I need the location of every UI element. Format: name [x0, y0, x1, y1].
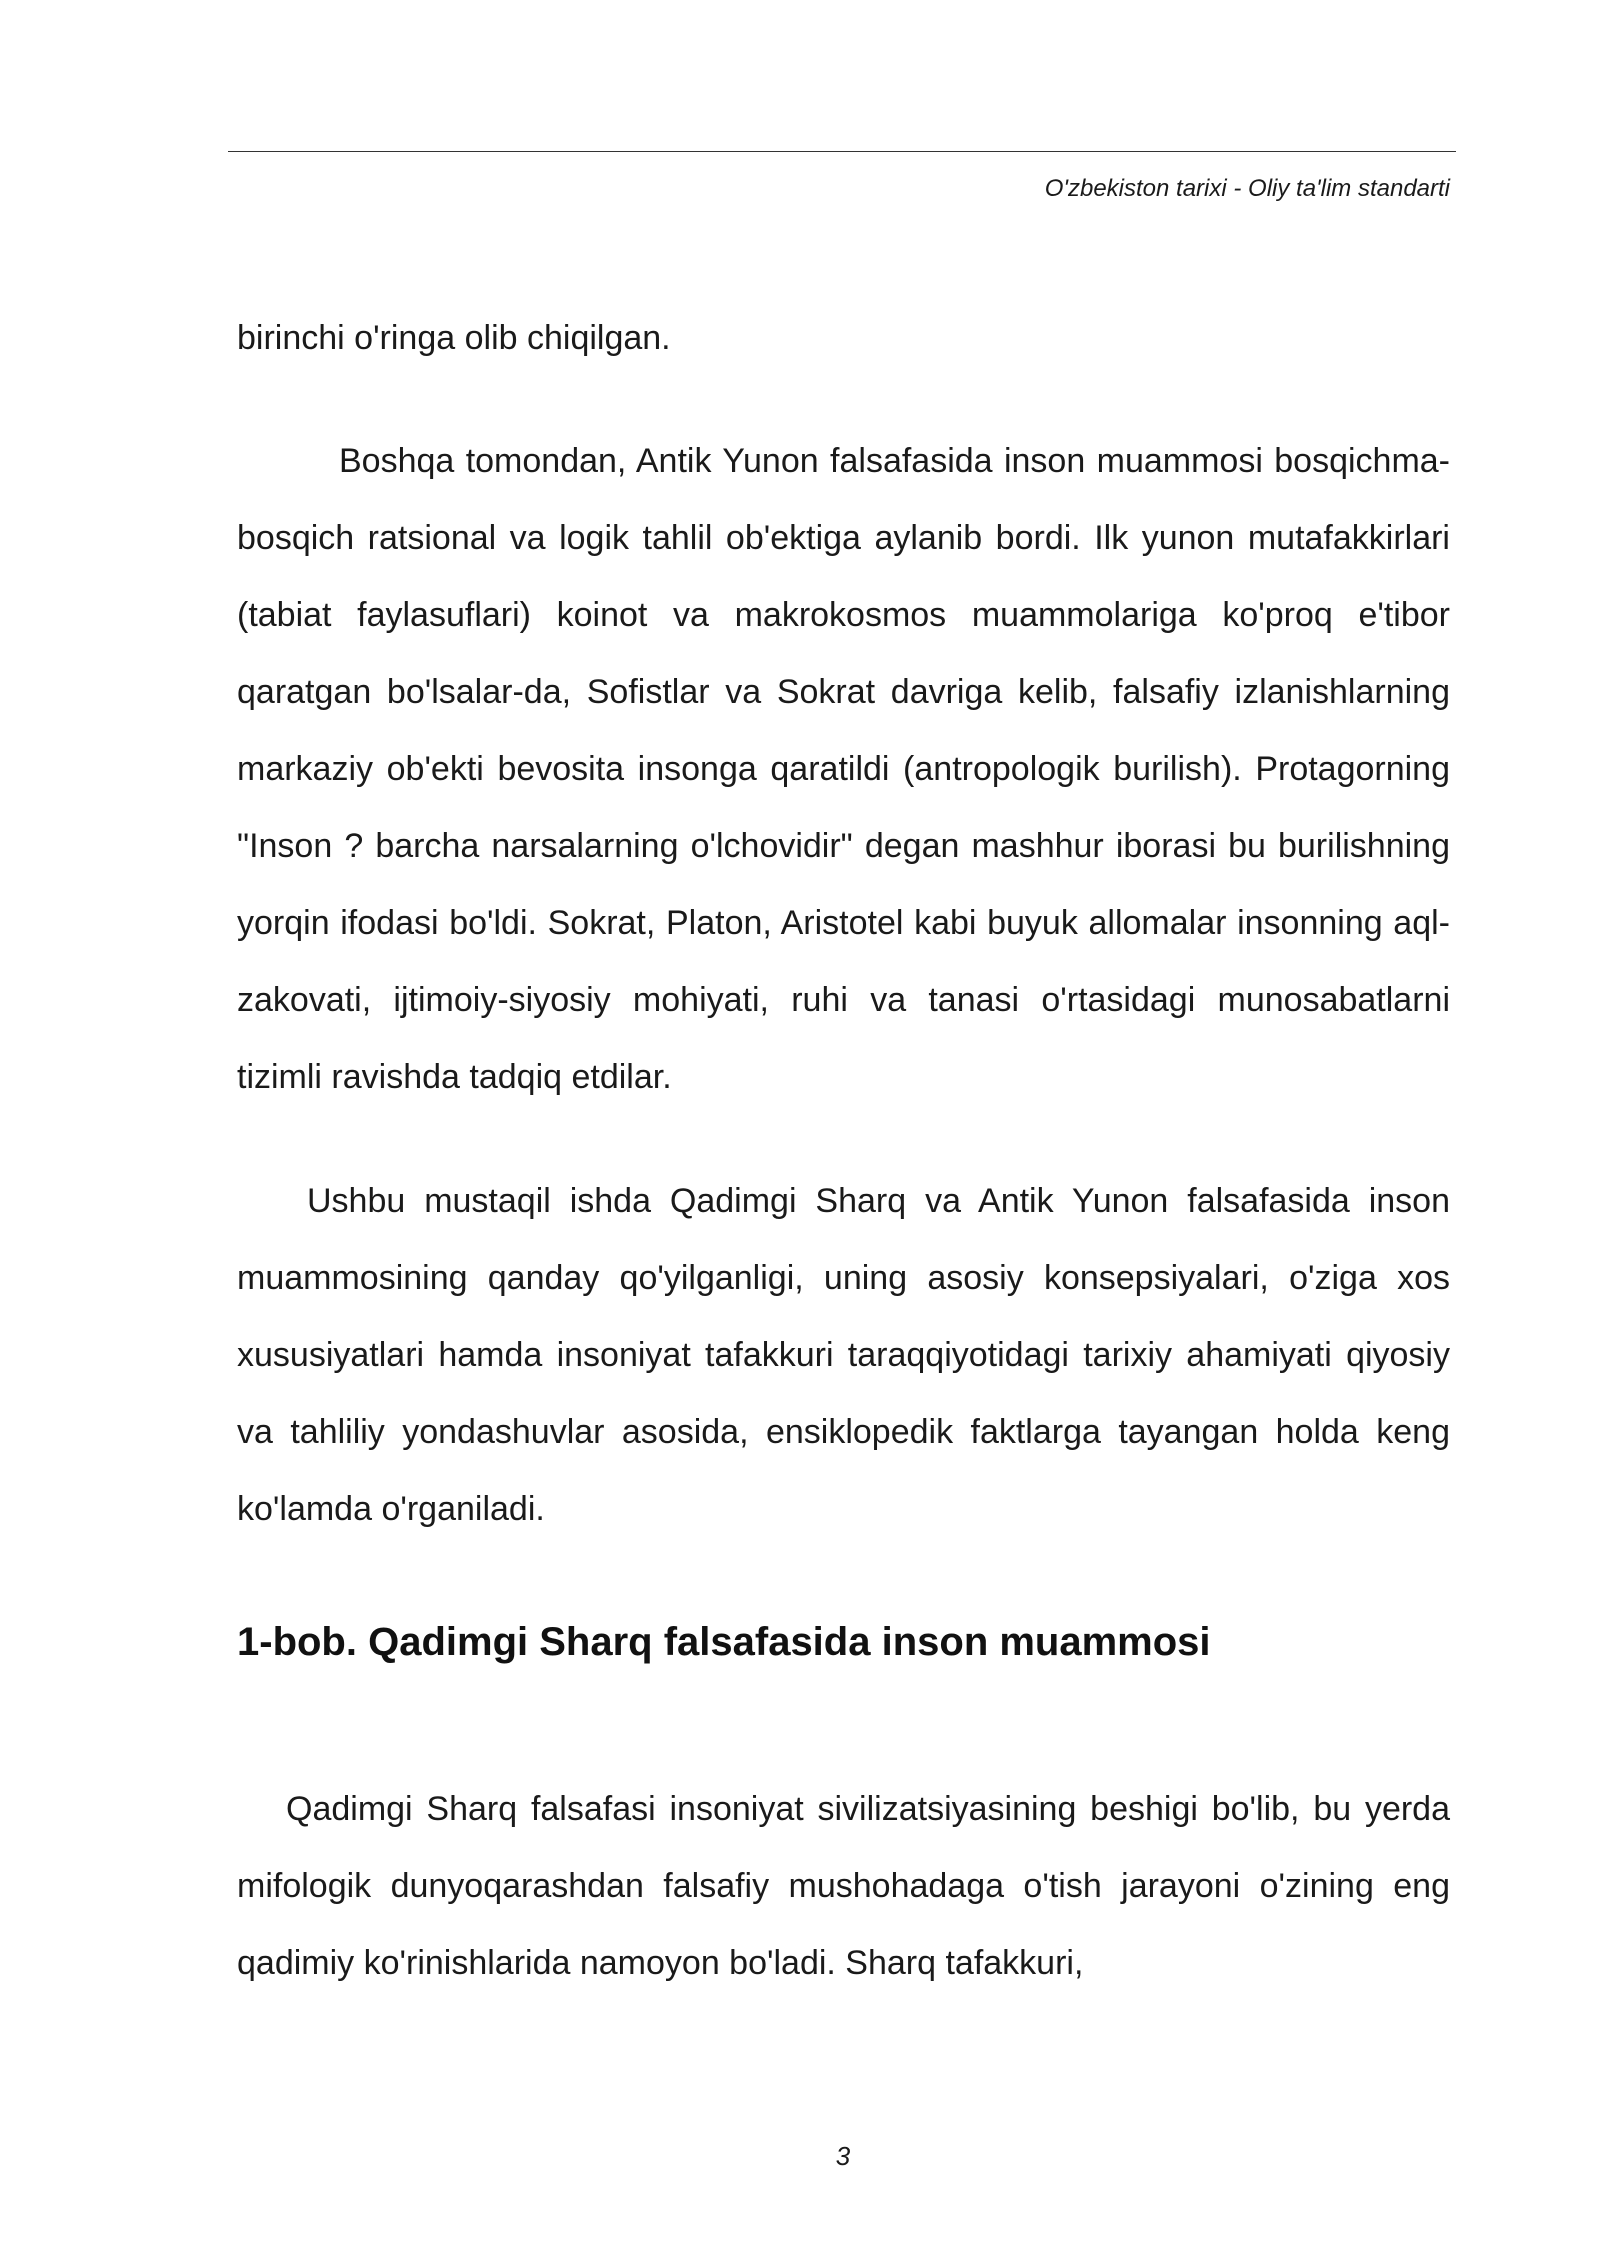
- chapter-heading: 1-bob. Qadimgi Sharq falsafasida inson muammosi: [237, 1620, 1211, 1664]
- body-paragraph: Boshqa tomondan, Antik Yunon falsafasida inson muammosi bosqichma-bosqich ratsional va logik tahlil ob'ektiga aylanib bordi. Ilk yunon mutafakkirlari (tabiat faylasuflari) koinot va makrokosmos muammolariga ko'proq e'tibor qaratgan bo'lsalar-da, Sofistlar va Sokrat davriga kelib, falsafiy izlanishlarning markaziy ob'ekti bevosita insonga qaratildi (antropologik burilish). Protagorning "Inson ? barcha narsalarning o'lchovidir" degan mashhur iborasi bu burilishning yorqin ifodasi bo'ldi. Sokrat, Platon, Aristotel kabi buyuk allomalar insonning aql-zakovati, ijtimoiy-siyosiy mohiyati, ruhi va tanasi o'rtasidagi munosabatlarni tizimli ravishda tadqiq etdilar.: [237, 442, 1450, 1096]
- body-paragraph: birinchi o'ringa olib chiqilgan.: [237, 319, 671, 357]
- page-number: 3: [835, 2141, 851, 2171]
- header-rule: [228, 151, 1456, 152]
- body-paragraph: Qadimgi Sharq falsafasi insoniyat sivilizatsiyasining beshigi bo'lib, bu yerda mifologik dunyoqarashdan falsafiy mushohadaga o'tish jarayoni o'zining eng qadimiy ko'rinishlarida namoyon bo'ladi. Sharq tafakkuri,: [237, 1790, 1450, 1982]
- running-header: O'zbekiston tarixi - Oliy ta'lim standarti: [1044, 175, 1450, 202]
- body-paragraph: Ushbu mustaqil ishda Qadimgi Sharq va Antik Yunon falsafasida inson muammosining qanday qo'yilganligi, uning asosiy konsepsiyalari, o'ziga xos xususiyatlari hamda insoniyat tafakkuri taraqqiyotidagi tarixiy ahamiyati qiyosiy va tahliliy yondashuvlar asosida, ensiklopedik faktlarga tayangan holda keng ko'lamda o'rganiladi.: [237, 1182, 1450, 1528]
- page-content: [237, 300, 1450, 2002]
